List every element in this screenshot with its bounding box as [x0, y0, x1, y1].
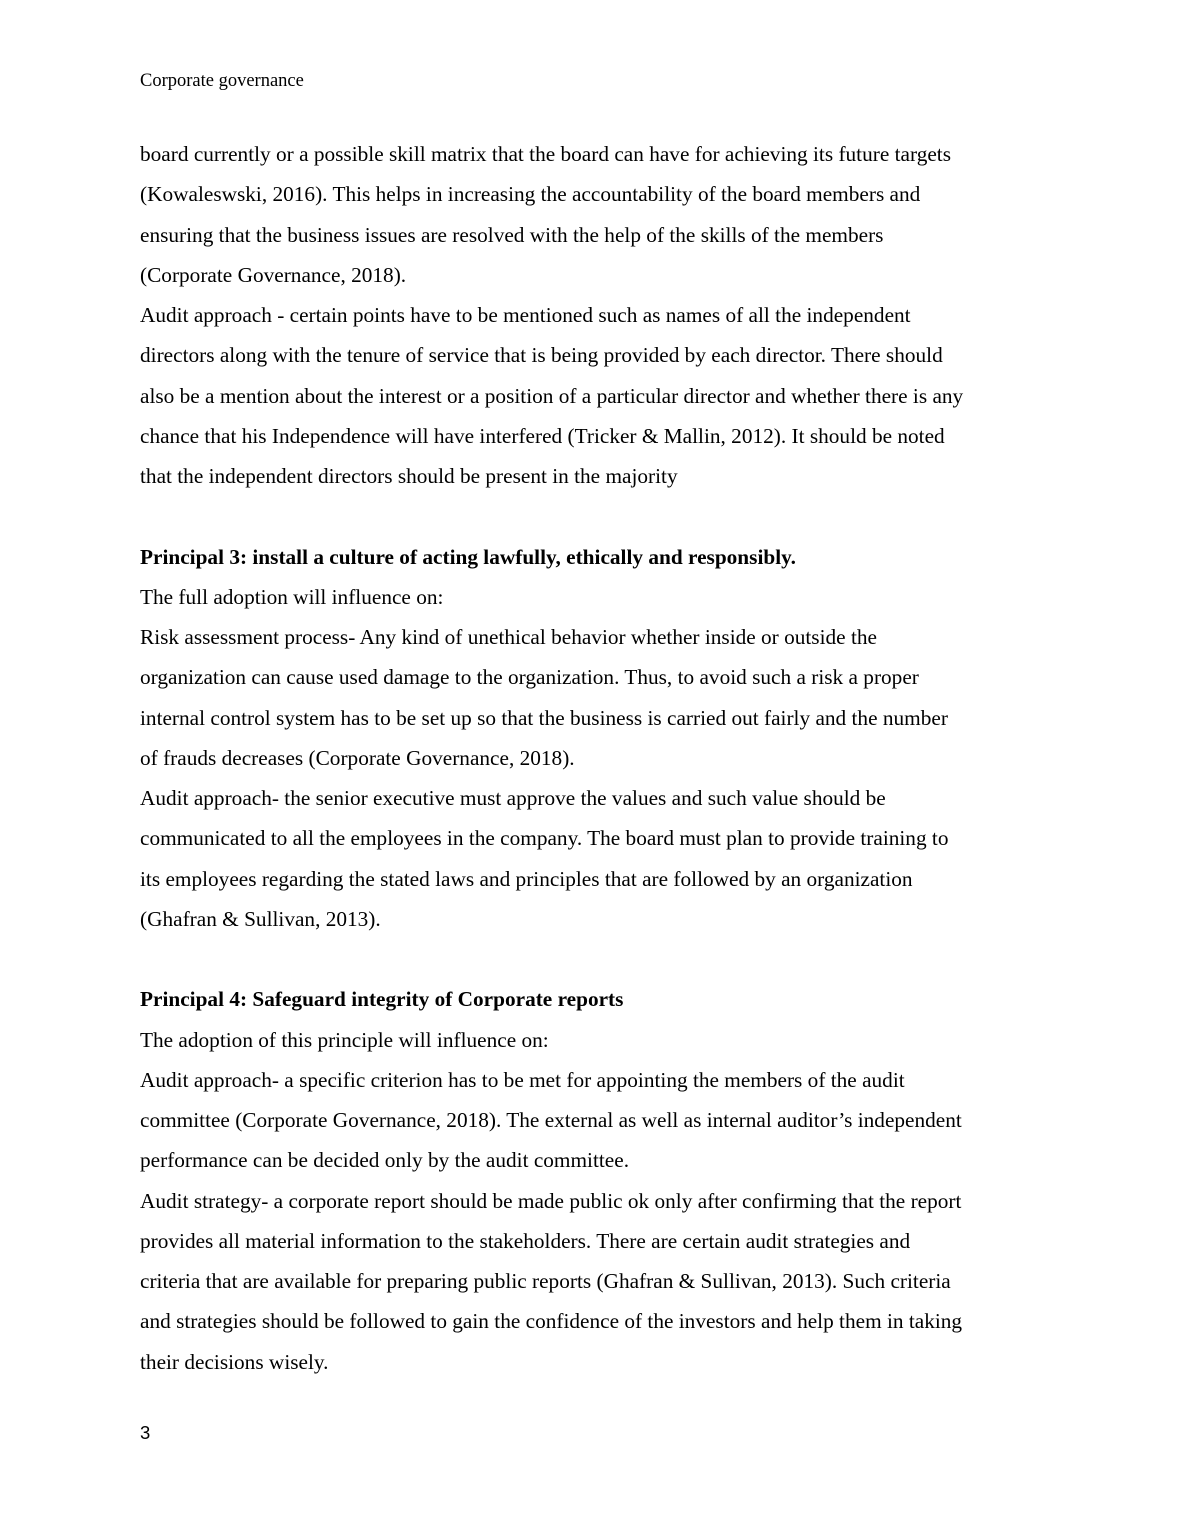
text-line: its employees regarding the stated laws and principles that are followed by an organization [140, 866, 913, 891]
text-line: communicated to all the employees in the company. The board must plan to provide training to [140, 826, 949, 851]
section-heading: Principal 4: Safeguard integrity of Corporate reports [140, 987, 624, 1012]
page-number: 3 [140, 1422, 151, 1443]
text-line: directors along with the tenure of service that is being provided by each director. There should [140, 343, 943, 368]
text-line: performance can be decided only by the audit committee. [140, 1148, 630, 1173]
text-line: (Ghafran & Sullivan, 2013). [140, 906, 381, 931]
text-line: Audit approach- the senior executive must approve the values and such value should be [140, 786, 886, 810]
section-principal-4 [140, 979, 1060, 1382]
text-line: and strategies should be followed to gain the confidence of the investors and help them in taking [140, 1309, 963, 1334]
text-line: (Kowaleswski, 2016). This helps in increasing the accountability of the board members and [140, 182, 921, 207]
text-line: Audit approach - certain points have to be mentioned such as names of all the independent [140, 303, 911, 327]
text-line: The full adoption will influence on: [140, 584, 444, 609]
text-line: The adoption of this principle will influence on: [140, 1027, 549, 1052]
section-heading: Principal 3: install a culture of acting lawfully, ethically and responsibly. [140, 544, 796, 569]
text-line: board currently or a possible skill matrix that the board can have for achieving its future targets [140, 142, 951, 166]
text-line: (Corporate Governance, 2018). [140, 262, 407, 287]
document-body [140, 134, 1060, 1382]
text-line: committee (Corporate Governance, 2018). The external as well as internal auditor’s independent [140, 1108, 962, 1132]
text-line: chance that his Independence will have interfered (Tricker & Mallin, 2012). It should be noted [140, 423, 945, 448]
text-line: that the independent directors should be present in the majority [140, 464, 678, 488]
text-line: of frauds decreases (Corporate Governance, 2018). [140, 745, 575, 770]
section-continued [140, 134, 1060, 496]
text-line: criteria that are available for preparing public reports (Ghafran & Sullivan, 2013). Such criteria [140, 1269, 951, 1293]
text-line: Audit approach- a specific criterion has to be met for appointing the members of the audit [140, 1067, 905, 1092]
text-line: also be a mention about the interest or a position of a particular director and whether there is any [140, 383, 964, 408]
paragraph-gap [140, 496, 1060, 536]
page-header: Corporate governance [140, 71, 304, 91]
paragraph-gap [140, 939, 1060, 979]
text-line: Audit strategy- a corporate report should be made public ok only after confirming that the report [140, 1188, 962, 1213]
text-line: internal control system has to be set up so that the business is carried out fairly and the number [140, 705, 948, 730]
text-line: their decisions wisely. [140, 1349, 329, 1374]
text-line: organization can cause used damage to the organization. Thus, to avoid such a risk a proper [140, 665, 919, 690]
section-principal-3 [140, 537, 1060, 940]
text-line: Risk assessment process- Any kind of unethical behavior whether inside or outside the [140, 625, 877, 649]
text-line: provides all material information to the stakeholders. There are certain audit strategies and [140, 1228, 911, 1253]
text-line: ensuring that the business issues are resolved with the help of the skills of the members [140, 222, 884, 247]
